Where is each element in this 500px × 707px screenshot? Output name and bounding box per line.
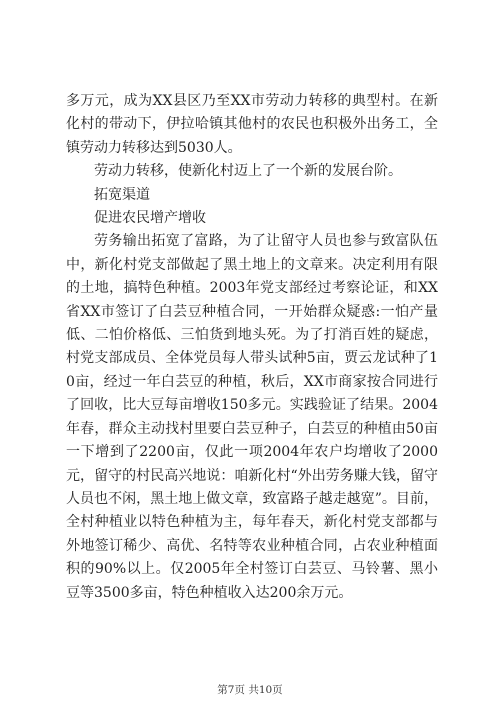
- paragraph-special-planting: 劳务输出拓宽了富路，为了让留守人员也参与致富队伍中，新化村党支部做起了黑土地上的文章来。决定利用有限的土地，搞特色种植。2003年党支部经过考察论证，和XX省XX市签订了白芸豆种植合同，一开始群众疑惑:一怕产量低、二怕价格低、三怕货到地头死。为了打消百姓的疑虑，村党支部成员、全体党员每人带头试种5亩，贾云龙试种了10亩，经过一年白芸豆的种植，秋后，XX市商家按合同进行了回收，比大豆每亩增收150多元。实践验证了结果。2004年春，群众主动找村里要白芸豆种子，白芸豆的种植由50亩一下增到了2200亩，仅此一项2004年农户均增收了2000元，留守的村民高兴地说：咱新化村“外出劳务赚大钱，留守人员也不闲，黑土地上做文章，致富路子越走越宽”。目前，全村种植业以特色种植为主，每年春天，新化村党支部都与外地签订稀少、高优、名特等农业种植合同，占农业种植面积的90%以上。仅2005年全村签订白芸豆、马铃薯、黑小豆等3500多亩，特色种植收入达200余万元。: [66, 233, 438, 601]
- paragraph-labor-transfer: 劳动力转移，使新化村迈上了一个新的发展台阶。: [94, 163, 402, 180]
- section-heading-increase-income: 促进农民增产增收: [94, 210, 206, 227]
- document-body: [66, 90, 438, 605]
- section-heading-expand-channels: 拓宽渠道: [94, 186, 150, 203]
- paragraph-continuation: 多万元，成为XX县区乃至XX市劳动力转移的典型村。在新化村的带动下，伊拉哈镇其他村的农民也积极外出务工，全镇劳动力转移达到5030人。: [66, 93, 438, 156]
- page-number-footer: 第7页 共10页: [217, 684, 283, 696]
